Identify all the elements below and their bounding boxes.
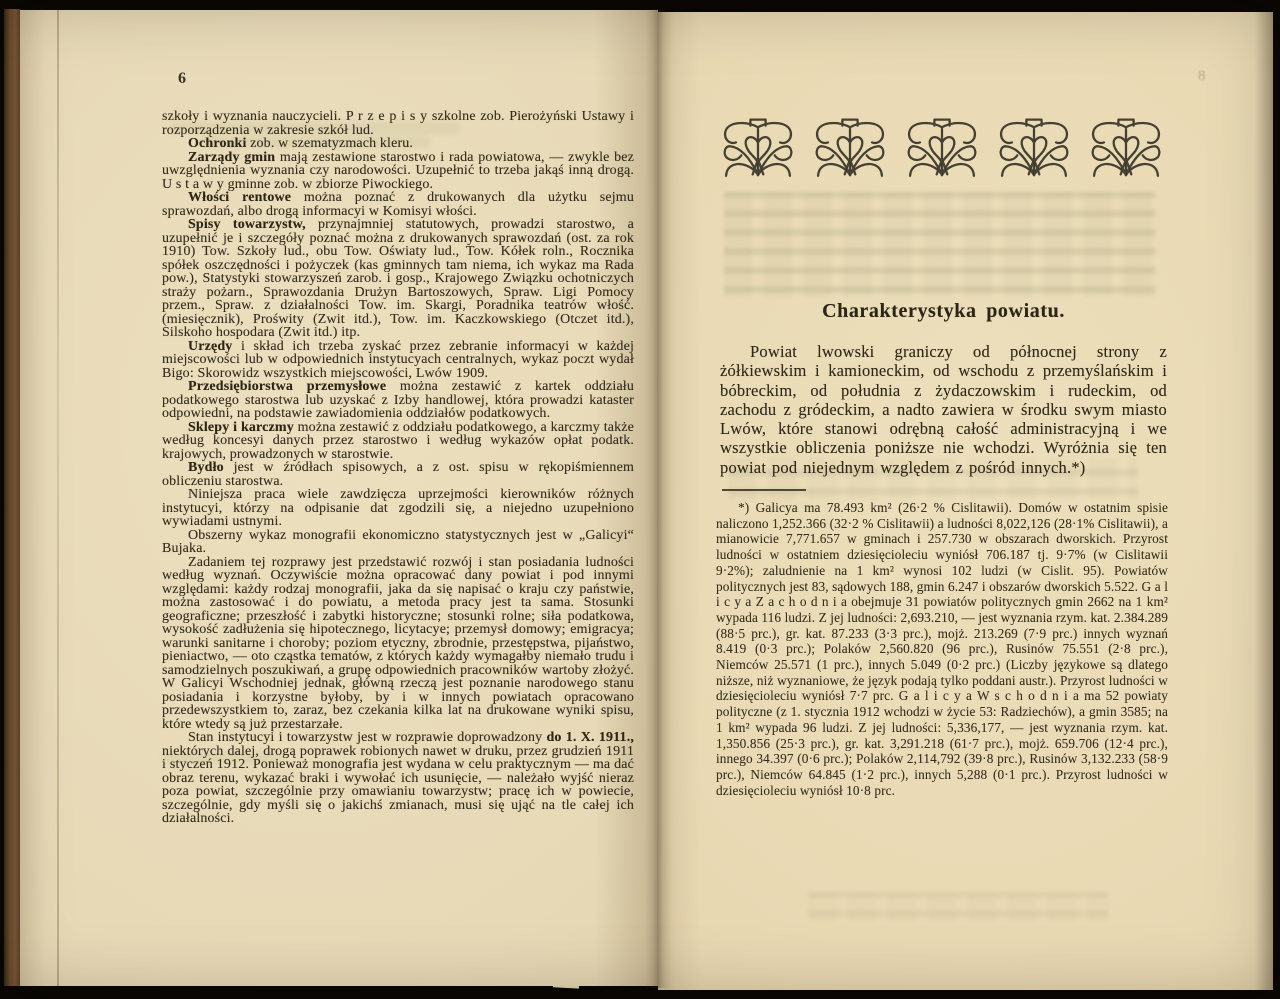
page-number-left: 6 [178,70,187,87]
paragraph: Bydło jest w źródłach spisowych, a z ost. spisu w rękopiśmiennem obliczeniu starostwa. [162,460,634,489]
paragraph: szkoły i wyznania nauczycieli. P r z e p i s y szkolne zob. Pierożyński Ustawy i rozporządzenia w zakresie szkół lud. [162,109,634,138]
page-right [658,12,1273,990]
show-through-text [724,192,1156,298]
chapter-paragraph: Powiat lwowski graniczy od północnej strony z żółkiewskim i kamioneckim, od wschodu z przemyślańskim i bóbreckim, od południa z żydaczowskim i rudeckim, od zachodu z gródeckim, a nadto zawiera w środku swym miasto Lwów, które stanowi odrębną całość administracyjną i we wszystkie obliczenia poniższe nie wchodzi. Wyróżnia się ten powiat pod niejednym względem z pośród innych.*) [720,342,1167,477]
footnote-rule [722,489,806,491]
paragraph: Zarządy gmin mają zestawione starostwo i rada powiatowa, — zwykle bez uwzględnienia wyznania czy narodowości. Uzupełnić to trzeba jakąś inną drogą. U s t a w y gminne zob. w zbiorze Piwockiego. [162,149,634,192]
art-nouveau-floral-icon [1088,114,1164,186]
art-nouveau-floral-icon [996,114,1072,186]
art-nouveau-floral-icon [812,114,888,186]
paragraph: Stan instytucyi i towarzystw jest w rozprawie doprowadzony do 1. X. 1911., niektórych dalej, drogą poprawek robionych nawet w druku, przez grudzień 1911 i styczeń 1912. Ponieważ monografia jest wydana w celu praktycznym — ma dać obraz terenu, wykazać braki i wywołać ich usunięcie, — należało wyjść nieraz poza powiat, szczególnie przy omawianiu towarzystw; pracę ich w powiecie, szczególnie, gdy myśli się o jakichś zmianach, musi się ująć na tle całej ich działalności. [162,730,634,826]
ornament-band [720,112,1164,188]
paragraph: Niniejsza praca wiele zawdzięcza uprzejmości kierowników różnych instytucyi, którzy na odpisanie dat zgodzili się, a niejedno uzupełniono wywiadami ustnymi. [162,487,634,529]
paragraph: Urzędy i skład ich trzeba zyskać przez zebranie informacyi w każdej miejscowości lub w odpowiednich instytucyach centralnych, wykaz poczt wydał Bigo: Skorowidz wszystkich miejscowości, Lwów 1909. [162,338,634,381]
paragraph: Obszerny wykaz monografii ekonomiczno statystycznych jest w „Galicyi“ Bujaka. [162,527,634,556]
paragraph: Włości rentowe można poznać z drukowanych dla użytku sejmu sprawozdań, albo drogą informacyi w Komisyi włości. [162,190,634,219]
paragraph: Spisy towarzystw, przynajmniej statutowych, prowadzi starostwo, a uzupełnić je i szczegóły poznać można z drukowanych sprawozdań (ost. za rok 1910) Tow. Szkoły lud., obu Tow. Oświaty lud., Tow. Kółek roln., Rocznika spółek oszczędności i pożyczek (kas gminnych tam niema, ich wykaz ma Rada pow.), Statystyki stowarzyszeń zarob. i gosp., Krajowego Związku ochotniczych straży pożarn., Sprawozdania Drużyn Bartoszowych, Spraw. Ligi Pomocy przem., Spraw. z działalności Tow. im. Skargi, Poradnika teatrów włość. (miesięcznik), Proświty (Zwit itd.), Tow. im. Kaczkowskiego (Otczet itd.), Silskoho hospodara (Zwit itd.) itp. [162,217,635,340]
book-spine-edge [4,9,20,986]
art-nouveau-floral-icon [904,114,980,186]
paragraph: Zadaniem tej rozprawy jest przedstawić rozwój i stan posiadania ludności według wyznań. Oczywiście można opracować dany powiat i pod innymi względami: każdy rodzaj monografii, jaka da się napisać o kraju czy państwie, można zastosować i do powiatu, a metoda pracy jest ta sama. Stosunki geograficzne; przeszłość i zabytki historyczne; stosunki rolne; siła podatkowa, wysokość zadłużenia się hipotecznego, licytacye; przemysł domowy; emigracya; warunki sanitarne i choroby; poziom etyczny, zbrodnie, przestępstwa, pijaństwo, pieniactwo, — oto cząstka tematów, z których każdy wymagałby niemało trudu i samodzielnych poszukiwań, a grupę odpowiednich pracowników wartoby złożyć. W Galicyi Wschodniej jednak, główną rzeczą jest poznanie narodowego stanu posiadania i korzystne byłoby, by i w innych powiatach opracowano przedewszystkiem to, zaraz, bez czekania kilka lat na drukowane wyniki spisu, które wtedy są już przestarzałe. [162,554,634,732]
art-nouveau-floral-icon [720,114,796,186]
paragraph: Ochronki zob. w szematyzmach kleru. [188,136,414,151]
show-through-text [808,892,1108,922]
paragraph: Przedsiębiorstwa przemysłowe można zestawić z kartek oddziału podatkowego starostwa lub uzyskać z Izby handlowej, która prowadzi kataster odpowiedni, na podstawie zawiadomienia oddziałów podatkowych. [162,379,634,421]
page-left [20,10,658,986]
left-page-text [162,110,634,826]
paragraph: Sklepy i karczmy można zestawić z oddziału podatkowego, a karczmy także według koncesyi danych przez starostwo i według wykazów opłat podatk. krajowych, prowadzonych w starostwie. [162,419,634,462]
page-number-right-ghost: 8 [1198,68,1206,84]
chapter-heading: Charakterystyka powiatu. [822,300,1065,322]
footnote-text: *) Galicya ma 78.493 km² (26·2 % Cislitawii). Domów w ostatnim spisie naliczono 1,252.366 (32·2 % Cislitawii) a ludności 8,022,126 (28·1% Cislitawii), a mianowicie 7,771.657 w gminach i 257.730 w obszarach dworskich. Przyrost ludności w ostatniem dziesięcioleciu wyniósł 706.187 tj. 9·7% (w Cislitawii 9·2%); zaludnienie na 1 km² wynosi 102 ludzi (w Cislit. 95). Powiatów politycznych jest 83, sądowych 188, gmin 6.247 i obszarów dworskich 5.522. G a l i c y a Z a c h o d n i a obejmuje 31 powiatów politycznych gmin 2662 na 1 km² wypada 116 ludzi. Z jej ludności: 2,693.210, — jest wyznania rzym. kat. 2.384.289 (88·5 prc.), gr. kat. 87.233 (3·3 prc.), mojż. 213.269 (7·9 prc.) innych wyznań 8.419 (0·3 prc.); Polaków 2,560.820 (96 prc.), Rusinów 75.551 (2·8 prc.), Niemców 25.571 (1 prc.), innych 5.049 (0·2 prc.) (Liczby językowe są dlatego niższe, niż wyznaniowe, że język podają tylko poddani austr.). Przyrost ludności w dziesięcioleciu wyniósł 7·7 prc. G a l i c y a W s c h o d n i a ma 52 powiaty polityczne (z 1. stycznia 1912 wchodzi w życie 53: Radziechów), a gmin 3585; na 1 km² wypada 96 ludzi. Z jej ludności: 5,336,177, — jest wyznania rzym. kat. 1,350.856 (25·3 prc.), gr. kat. 3,291.218 (61·7 prc.), mojż. 659.706 (12·4 prc.), innego 34.397 (0·6 prc.); Polaków 2,114,792 (39·8 prc.), Rusinów 3,132.233 (58·9 prc.), Niemców 64.845 (1·2 prc.), innych 5,288 (0·1 prc.). Przyrost ludności w dziesięcioleciu wyniósł 10·8 prc. [716,500,1168,798]
